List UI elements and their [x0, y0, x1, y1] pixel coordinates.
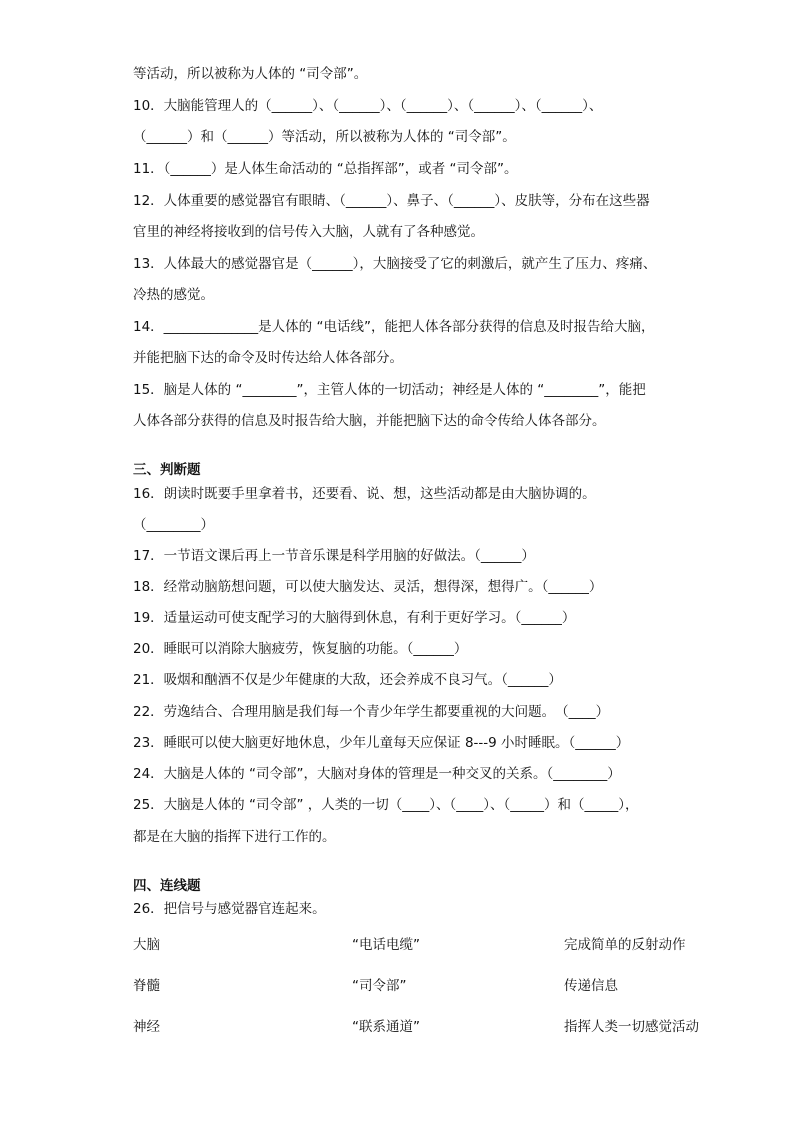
question-14: 14．______________是人体的 “电话线”，能把人体各部分获得的信息及时报告给大脑， [133, 319, 655, 335]
text-line: 官里的神经将接收到的信号传入大脑，人就有了各种感觉。 [133, 224, 484, 240]
text-line: 等活动，所以被称为人体的 “司令部”。 [133, 66, 368, 82]
match-left-item: 脊髓 [133, 978, 160, 994]
match-right-item: 完成简单的反射动作 [564, 937, 686, 953]
answer-blank: （________） [133, 517, 214, 533]
question-13: 13．人体最大的感觉器官是（______），大脑接受了它的刺激后，就产生了压力、疼痛、 [133, 256, 657, 272]
question-19: 19．适量运动可使支配学习的大脑得到休息，有利于更好学习。（______） [133, 610, 576, 626]
question-11: 11．（______）是人体生命活动的 “总指挥部”，或者 “司令部”。 [133, 161, 518, 177]
match-right-item: 指挥人类一切感觉活动 [564, 1019, 699, 1035]
match-right-item: 传递信息 [564, 978, 618, 994]
text-line: （______）和（______）等活动，所以被称为人体的 “司令部”。 [133, 129, 516, 145]
question-10: 10．大脑能管理人的（______）、（______）、（______）、（______）、（______）、 [133, 98, 603, 114]
text-line: 并能把脑下达的命令及时传达给人体各部分。 [133, 350, 403, 366]
section-title-judgement: 三、判断题 [133, 462, 201, 478]
question-17: 17．一节语文课后再上一节音乐课是科学用脑的好做法。（______） [133, 548, 535, 564]
question-18: 18．经常动脑筋想问题，可以使大脑发达、灵活，想得深，想得广。（______） [133, 579, 603, 595]
question-25: 25．大脑是人体的 “司令部” ，人类的一切（____）、（____）、（_____）和（_____）， [133, 797, 639, 813]
match-middle-item: “电话电缆” [352, 937, 420, 953]
question-22: 22．劳逸结合、合理用脑是我们每一个青少年学生都要重视的大问题。 （____） [133, 704, 610, 720]
question-20: 20．睡眠可以消除大脑疲劳，恢复脑的功能。（______） [133, 641, 468, 657]
section-title-matching: 四、连线题 [133, 878, 201, 894]
match-middle-item: “司令部” [352, 978, 407, 994]
text-line: 人体各部分获得的信息及时报告给大脑，并能把脑下达的命令传给人体各部分。 [133, 413, 606, 429]
match-left-item: 大脑 [133, 937, 160, 953]
question-23: 23．睡眠可以使大脑更好地休息，少年儿童每天应保证 8---9 小时睡眠。（______） [133, 735, 630, 751]
question-12: 12．人体重要的感觉器官有眼睛、（______）、鼻子、（______）、皮肤等，分布在这些器 [133, 193, 650, 209]
match-middle-item: “联系通道” [352, 1019, 420, 1035]
question-16: 16．朗读时既要手里拿着书，还要看、说、想，这些活动都是由大脑协调的。 [133, 486, 596, 502]
question-24: 24．大脑是人体的 “司令部”，大脑对身体的管理是一种交叉的关系。（________） [133, 766, 621, 782]
question-26: 26．把信号与感觉器官连起来。 [133, 901, 326, 917]
text-line: 冷热的感觉。 [133, 287, 214, 303]
text-line: 都是在大脑的指挥下进行工作的。 [133, 829, 336, 845]
question-21: 21．吸烟和酗酒不仅是少年健康的大敌，还会养成不良习气。（______） [133, 672, 562, 688]
question-15: 15．脑是人体的 “________”，主管人体的一切活动；神经是人体的 “________”，能把 [133, 382, 646, 398]
match-left-item: 神经 [133, 1019, 160, 1035]
